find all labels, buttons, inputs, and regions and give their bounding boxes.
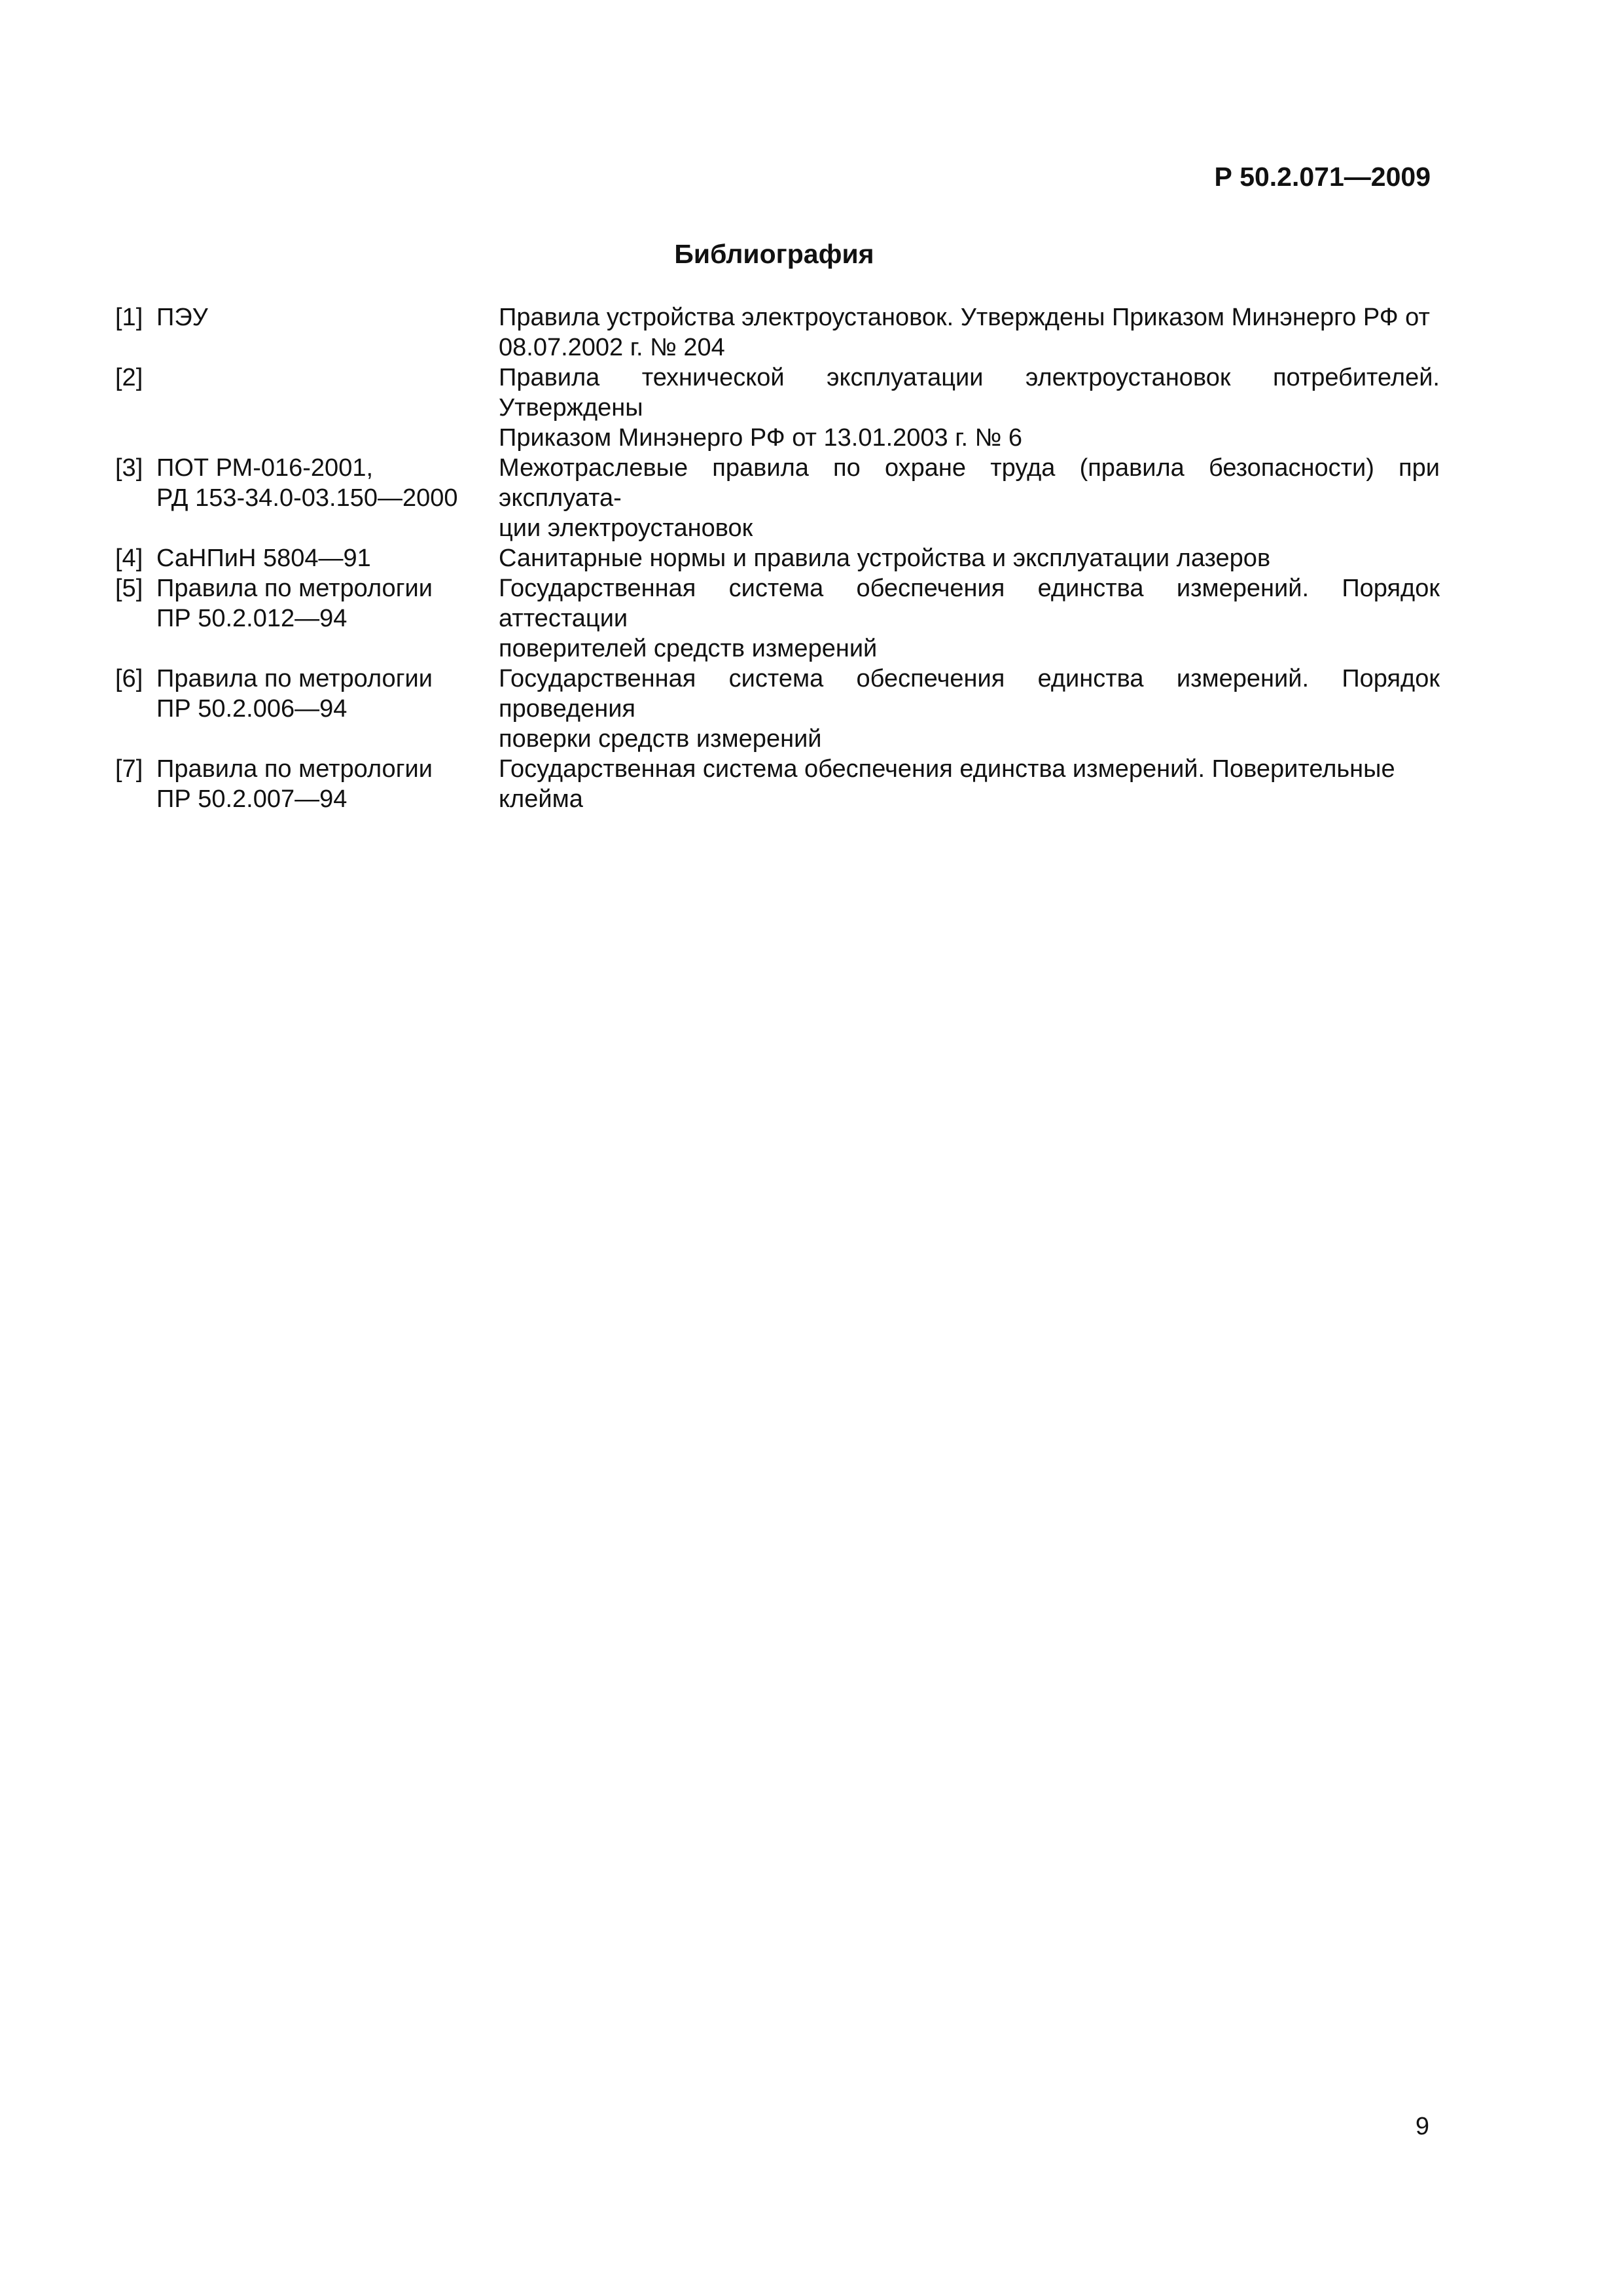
bibliography-entry-3 [115,453,1440,543]
entry-source: ПОТ РМ-016-2001, РД 153-34.0-03.150—2000 [156,454,458,512]
entry-source: СаНПиН 5804—91 [156,545,371,572]
entry-number: [3] [115,454,143,482]
entry-source: ПЭУ [156,304,208,331]
entry-description: Государственная система обеспечения единства измерений. Порядок аттестации поверителей средств измерений [499,575,1440,662]
entry-source: Правила по метрологии ПР 50.2.006—94 [156,665,433,723]
bibliography-entry-7 [115,754,1440,814]
entry-description: Правила технической эксплуатации электроустановок потребителей. Утверждены Приказом Минэнерго РФ от 13.01.2003 г. № 6 [499,364,1440,452]
entry-number: [4] [115,545,143,572]
bibliography-list [115,302,1440,814]
entry-number: [2] [115,364,143,391]
page-number: 9 [1415,2113,1429,2140]
section-title: Библиография [674,239,874,269]
entry-number: [1] [115,304,143,331]
entry-description: Правила устройства электроустановок. Утверждены Приказом Минэнерго РФ от 08.07.2002 г. № 204 [499,304,1430,361]
entry-number: [7] [115,755,143,783]
entry-description: Межотраслевые правила по охране труда (правила безопасности) при эксплуата- ции электроустановок [499,454,1440,542]
entry-description: Государственная система обеспечения единства измерений. Порядок проведения поверки средств измерений [499,665,1440,753]
entry-number: [5] [115,575,143,602]
bibliography-entry-4 [115,543,1440,573]
bibliography-entry-1 [115,302,1440,363]
bibliography-entry-6 [115,664,1440,754]
entry-number: [6] [115,665,143,692]
bibliography-entry-2 [115,363,1440,453]
entry-description: Санитарные нормы и правила устройства и эксплуатации лазеров [499,545,1271,572]
entry-source: Правила по метрологии ПР 50.2.007—94 [156,755,433,813]
entry-description: Государственная система обеспечения единства измерений. Поверительные клейма [499,755,1395,813]
bibliography-entry-5 [115,573,1440,664]
document-code: Р 50.2.071—2009 [1214,162,1431,192]
entry-source: Правила по метрологии ПР 50.2.012—94 [156,575,433,632]
